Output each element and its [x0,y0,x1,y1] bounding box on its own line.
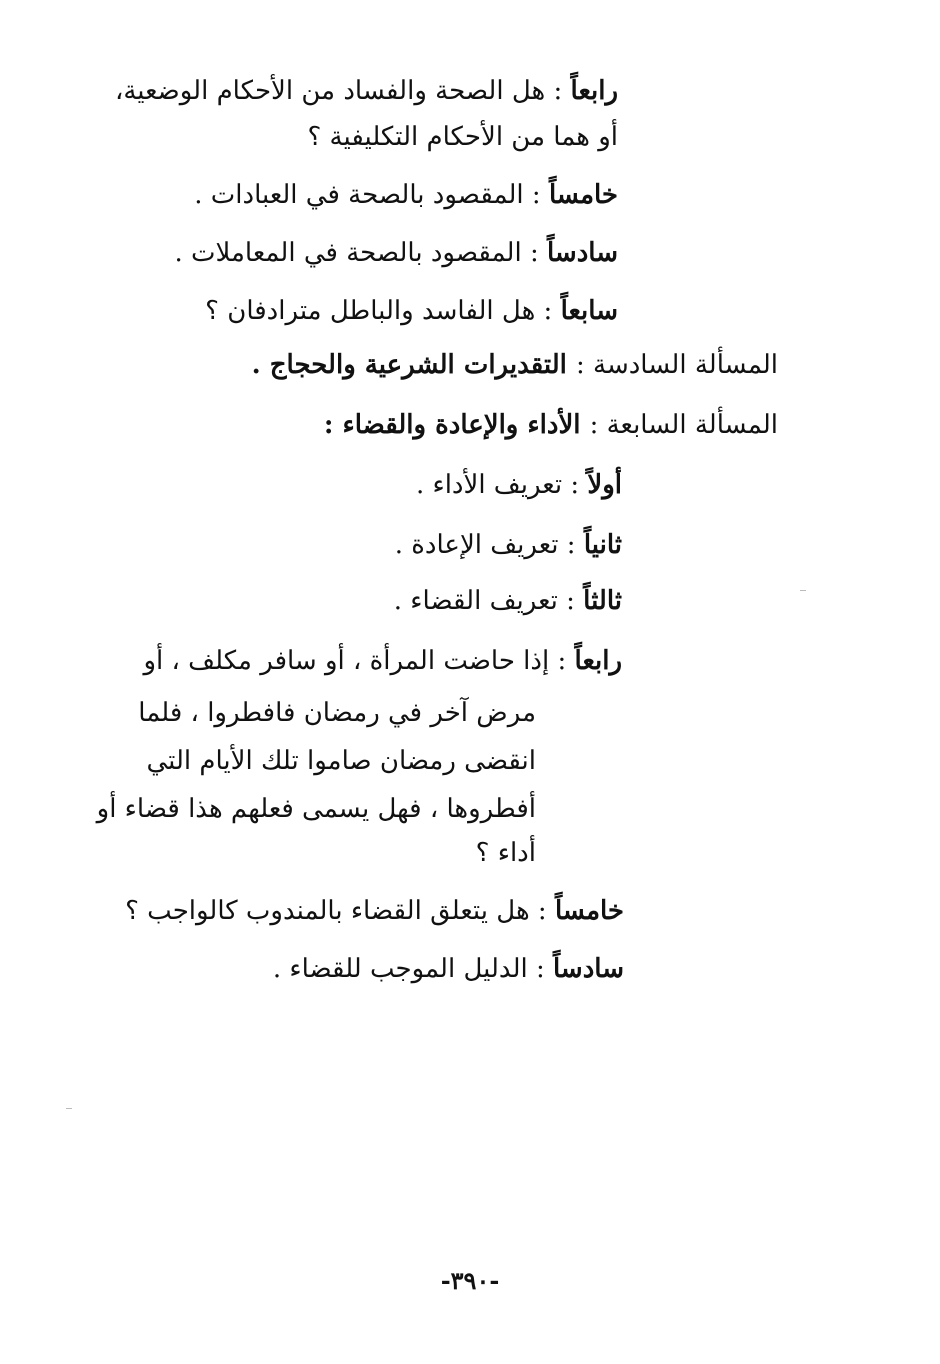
scan-mark [66,1108,72,1109]
item-continuation [476,840,536,866]
item-label: سابعاً [560,296,618,326]
item-text: : الدليل الموجب للقضاء . [272,954,545,984]
item-label: ثالثاً [583,586,622,616]
item-text: أفطروها ، فهل يسمى فعلهم هذا قضاء أو [96,794,536,824]
item-text: : هل يتعلق القضاء بالمندوب كالواجب ؟ [125,896,547,926]
item-sadisan-1 [174,240,618,266]
item-label: رابعاً [574,646,622,676]
item-continuation [146,748,536,774]
section-heading-6 [252,352,778,378]
item-text: : المقصود بالصحة في العبادات . [194,180,541,210]
item-text: أداء ؟ [475,838,536,868]
item-text: : هل الفاسد والباطل مترادفان ؟ [205,296,553,326]
item-text: : إذا حاضت المرأة ، أو سافر مكلف ، أو [143,646,567,676]
scan-mark [800,590,806,591]
item-label: رابعاً [570,76,618,106]
item-text: : المقصود بالصحة في المعاملات . [174,238,539,268]
section-title: الأداء والإعادة والقضاء : [323,410,581,440]
section-label: المسألة السادسة : [575,350,778,380]
item-rabian-2 [143,648,622,674]
item-text: مرض آخر في رمضان فافطروا ، فلما [138,698,536,728]
item-sabian [205,298,618,324]
item-text: : تعريف القضاء . [393,586,575,616]
item-text: انقضى رمضان صاموا تلك الأيام التي [146,746,536,776]
item-khamisan-2 [125,898,624,924]
item-continuation [97,796,536,822]
item-text: : تعريف الإعادة . [394,530,576,560]
item-awwalan [416,472,622,498]
item-label: ثانياً [583,530,622,560]
item-thalithan [394,588,622,614]
item-label: سادساً [553,954,624,984]
item-text: : هل الصحة والفساد من الأحكام الوضعية، [114,76,563,106]
item-text: : تعريف الأداء . [415,470,580,500]
item-continuation [138,700,536,726]
item-label: سادساً [547,238,618,268]
item-continuation [307,124,618,150]
item-sadisan-2 [273,956,624,982]
item-label: خامساً [548,180,618,210]
item-text: أو هما من الأحكام التكليفية ؟ [307,122,618,152]
section-label: المسألة السابعة : [589,410,778,440]
item-khamisan-1 [194,182,618,208]
section-heading-7 [324,412,778,438]
item-label: أولاً [587,470,622,500]
page-number: -٣٩٠- [440,1266,500,1295]
item-label: خامساً [554,896,624,926]
item-thaniyan [395,532,622,558]
item-rabian-1 [115,78,618,104]
section-title: التقديرات الشرعية والحجاج . [251,350,567,380]
